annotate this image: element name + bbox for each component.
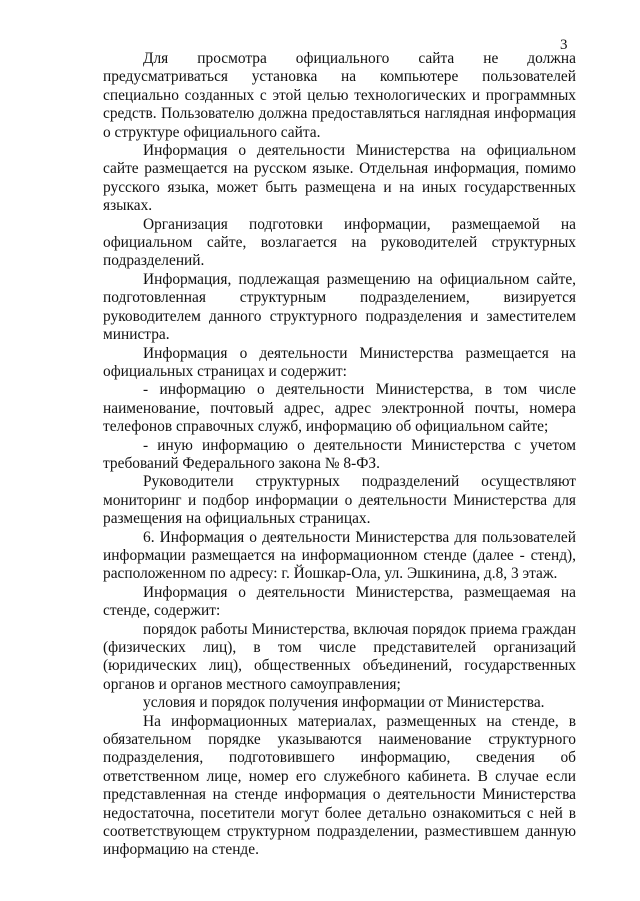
paragraph-language: Информация о деятельности Министерства на официальном сайте размещается на русском языке. Отдельная информация, помимо русского языка, может быть размещена и на иных государственных языках. [103, 142, 576, 215]
paragraph-materials: На информационных материалах, размещенных на стенде, в обязательном порядке указываются наименование структурного подразделения, подготовившего информацию, сведения об ответственном лице, номер его служебного кабинета. В случае если представленная на стенде информация о деятельности Министерства недостаточна, посетители могут более детально ознакомиться с ней в соответствующем структурном подразделении, разместившем данную информацию на стенде. [103, 712, 576, 859]
paragraph-approval: Информация, подлежащая размещению на официальном сайте, подготовленная структурным подразделением, визируется руководителем данного структурного подразделения и заместителем министра. [103, 270, 576, 344]
paragraph-site-requirements: Для просмотра официального сайта не должна предусматриваться установка на компьютере пользователей специально созданных с этой целью технологических и программных средств. Пользователю должна предоставляться наглядная информация о структуре официального сайта. [103, 50, 576, 141]
paragraph-official-pages: Информация о деятельности Министерства размещается на официальных страницах и содержит: [103, 344, 576, 380]
paragraph-stand: 6. Информация о деятельности Министерства для пользователей информации размещается на информационном стенде (далее - стенд), расположенном по адресу: г. Йошкар-Ола, ул. Эшкинина, д.8, 3 этаж. [103, 528, 576, 583]
paragraph-monitoring: Руководители структурных подразделений осуществляют мониторинг и подбор информации о деятельности Министерства для размещения на официальных страницах. [103, 473, 576, 528]
list-item-ministry-info: - информацию о деятельности Министерства, в том числе наименование, почтовый адрес, адрес электронной почты, номера телефонов справочных служб, информацию об официальном сайте; [103, 381, 576, 436]
paragraph-organization: Организация подготовки информации, размещаемой на официальном сайте, возлагается на руководителей структурных подразделений. [103, 215, 576, 270]
list-item-conditions: условия и порядок получения информации от Министерства. [143, 694, 545, 712]
document-body [103, 50, 576, 860]
list-item-other-info: - иную информацию о деятельности Министерства с учетом требований Федерального закона № 8-ФЗ. [103, 436, 576, 472]
paragraph-stand-contents: Информация о деятельности Министерства, размещаемая на стенде, содержит: [103, 583, 576, 620]
page-number: 3 [560, 37, 568, 53]
list-item-work-order: порядок работы Министерства, включая порядок приема граждан (физических лиц), в том числе представителей организаций (юридических лиц), общественных объединений, государственных органов и органов местного самоуправления; [103, 620, 576, 693]
